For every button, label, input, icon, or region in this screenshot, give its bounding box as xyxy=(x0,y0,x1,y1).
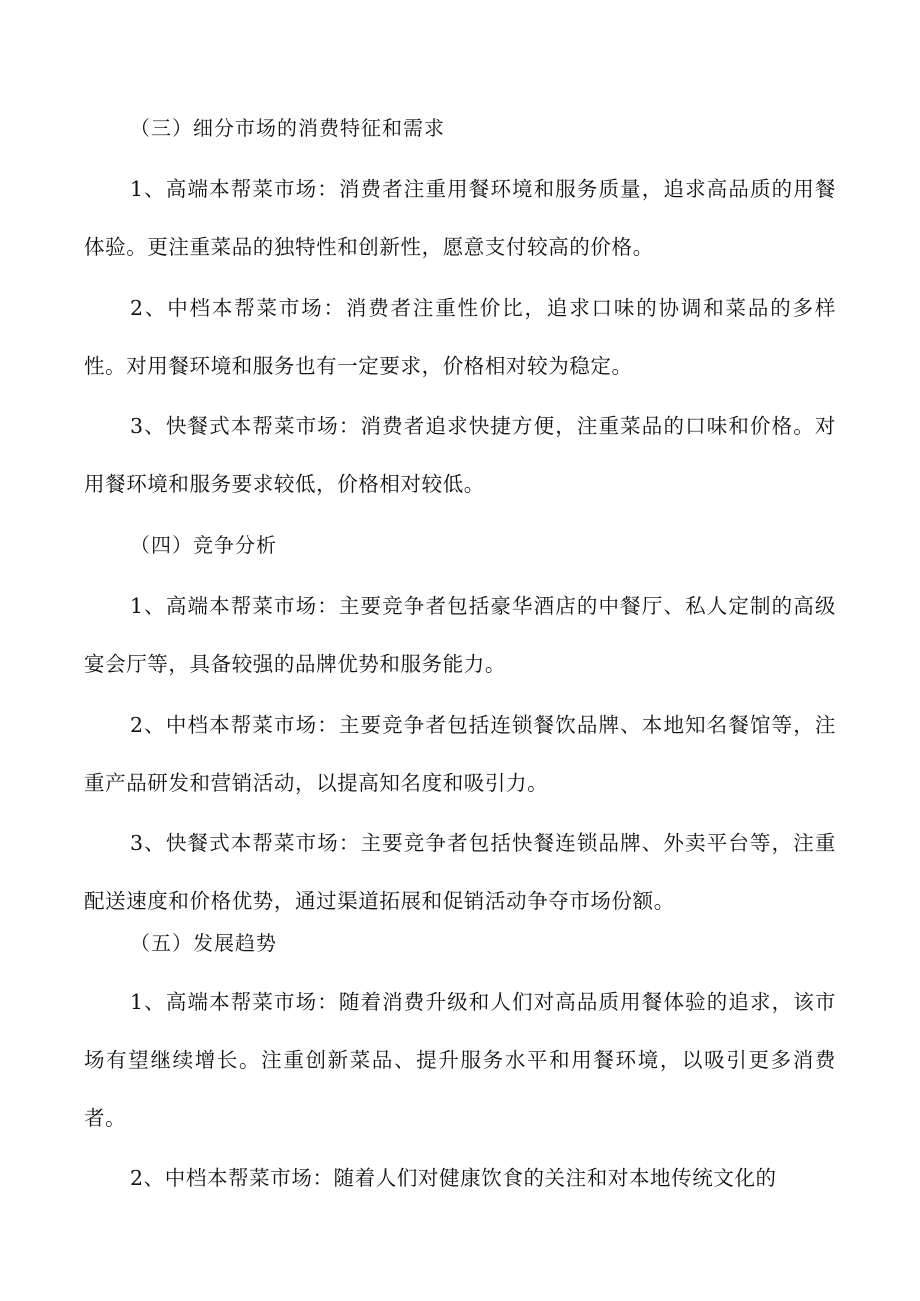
paragraph: 1、高端本帮菜市场：随着消费升级和人们对高品质用餐体验的追求，该市场有望继续增长。注重创新菜品、提升服务水平和用餐环境，以吸引更多消费者。 xyxy=(84,990,836,1130)
section-heading-3: （三）细分市场的消费特征和需求 xyxy=(130,116,445,140)
paragraph: 3、快餐式本帮菜市场：主要竞争者包括快餐连锁品牌、外卖平台等，注重配送速度和价格优势，通过渠道拓展和促销活动争夺市场份额。 xyxy=(84,831,836,913)
paragraph: 2、中档本帮菜市场：消费者注重性价比，追求口味的协调和菜品的多样性。对用餐环境和服务也有一定要求，价格相对较为稳定。 xyxy=(84,296,836,378)
section-heading-5: （五）发展趋势 xyxy=(130,931,277,955)
paragraph: 2、中档本帮菜市场：随着人们对健康饮食的关注和对本地传统文化的 xyxy=(130,1166,777,1190)
paragraph: 3、快餐式本帮菜市场：消费者追求快捷方便，注重菜品的口味和价格。对用餐环境和服务要求较低，价格相对较低。 xyxy=(84,414,836,496)
section-heading-4: （四）竞争分析 xyxy=(130,533,277,557)
paragraph: 2、中档本帮菜市场：主要竞争者包括连锁餐饮品牌、本地知名餐馆等，注重产品研发和营销活动，以提高知名度和吸引力。 xyxy=(84,713,836,795)
paragraph: 1、高端本帮菜市场：消费者注重用餐环境和服务质量，追求高品质的用餐体验。更注重菜品的独特性和创新性，愿意支付较高的价格。 xyxy=(84,177,836,259)
paragraph: 1、高端本帮菜市场：主要竞争者包括豪华酒店的中餐厅、私人定制的高级宴会厅等，具备较强的品牌优势和服务能力。 xyxy=(84,594,836,676)
